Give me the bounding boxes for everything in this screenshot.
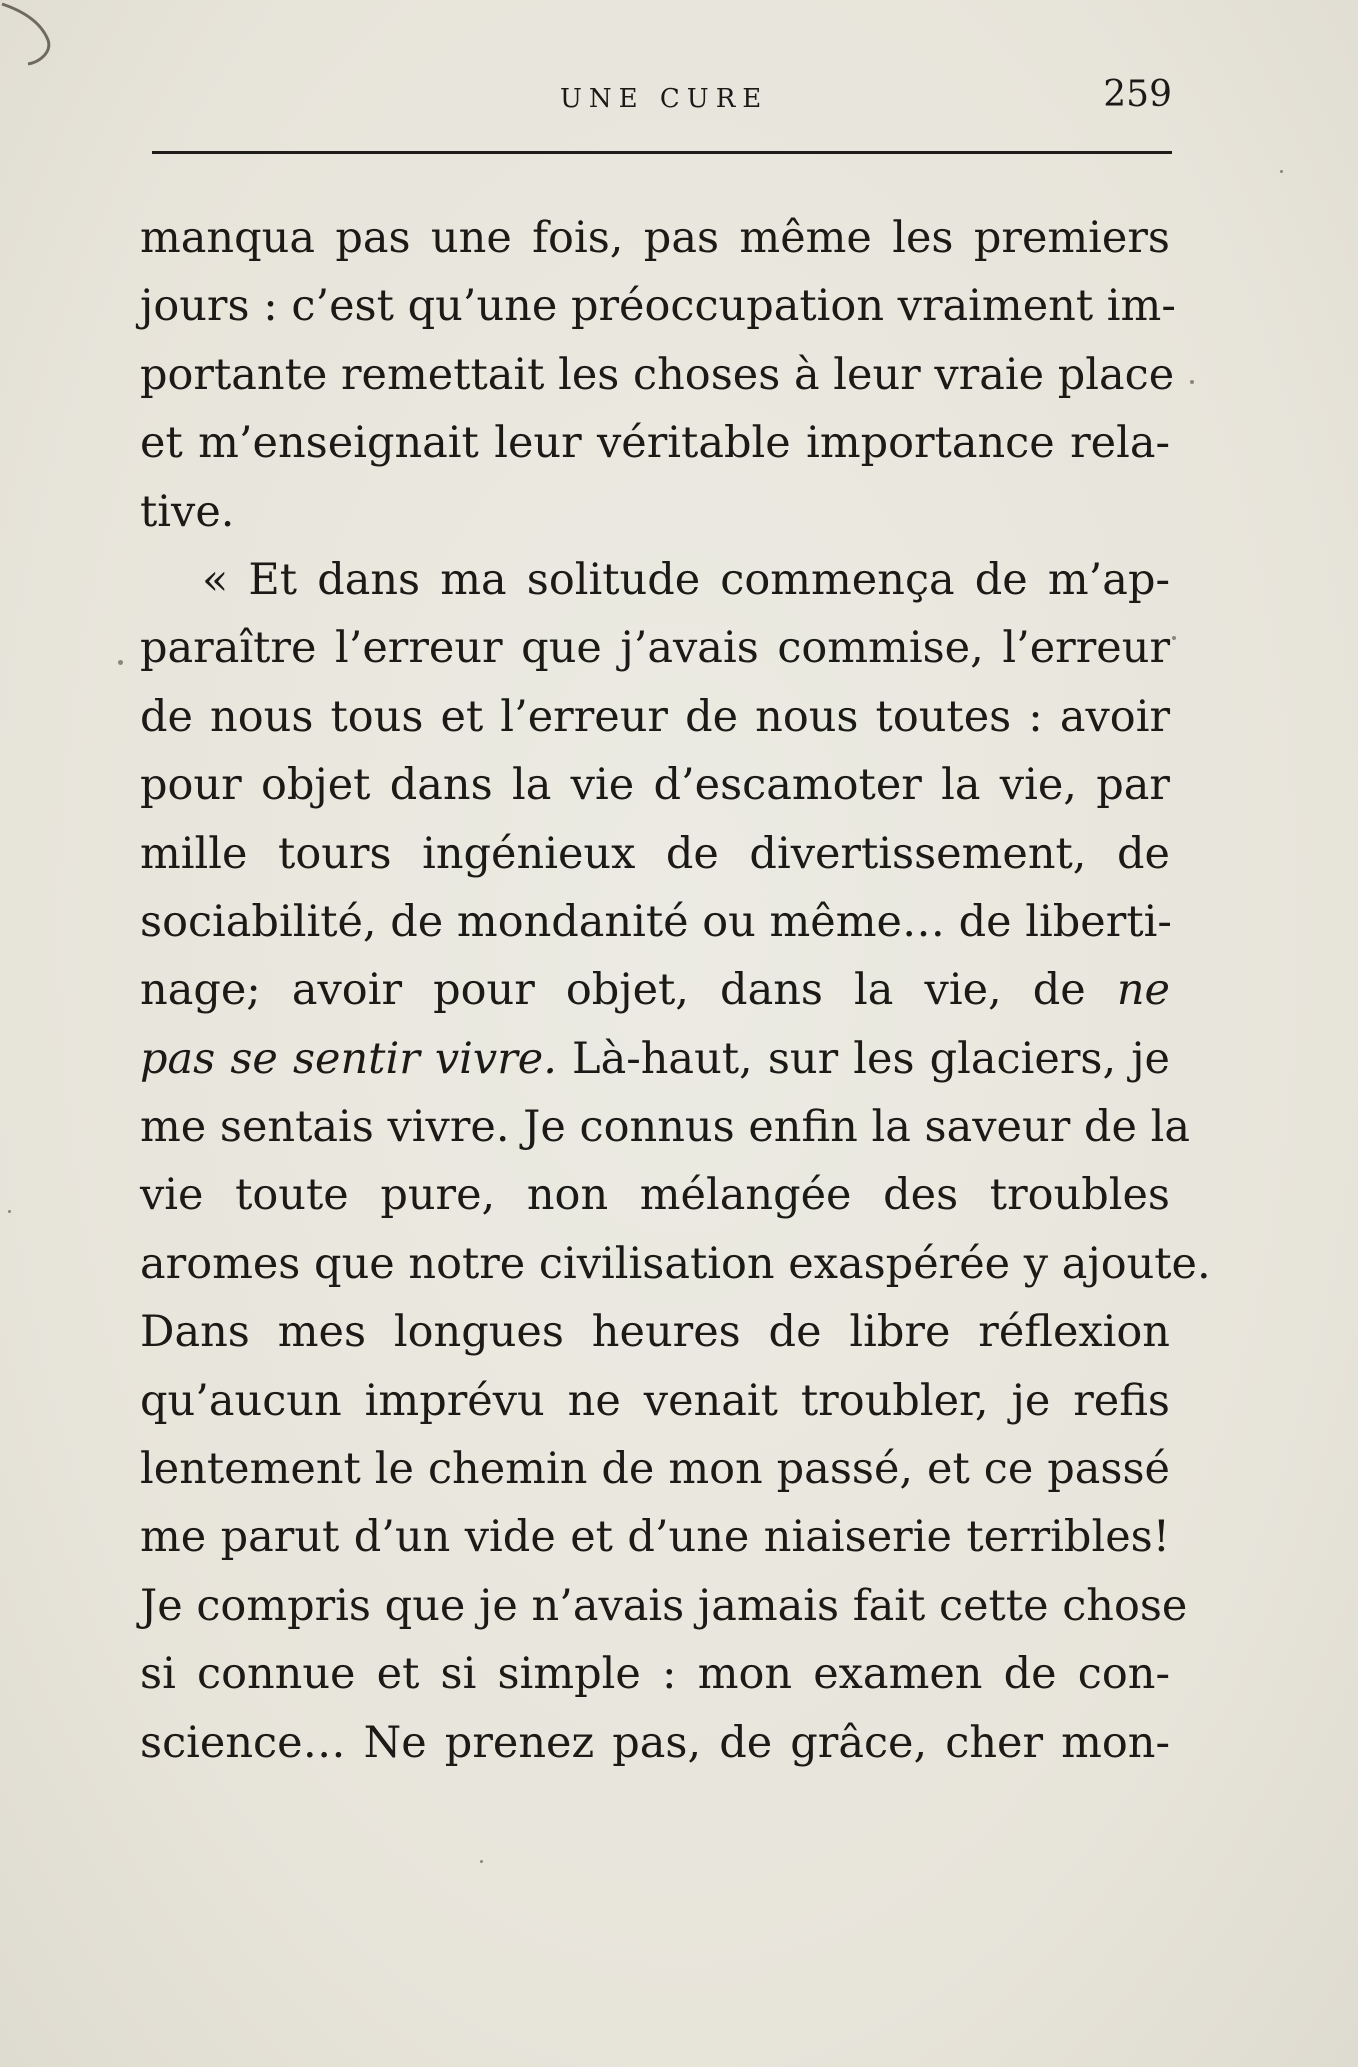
text-segment: nage; avoir pour objet, dans la vie, de [140, 965, 1086, 1016]
paper-speck [1172, 636, 1176, 640]
text-segment: Là-haut, sur les glaciers, je [572, 1033, 1171, 1084]
text-line: si connue et si simple : mon examen de con- [140, 1649, 1170, 1700]
page-number: 259 [1103, 74, 1172, 115]
text-line: vie toute pure, non mélangée des troubles [140, 1170, 1170, 1221]
text-line: aromes que notre civilisation exaspérée y ajoute. [140, 1238, 1211, 1289]
text-line: manqua pas une fois, pas même les premiers [140, 213, 1170, 263]
paper-speck [1280, 170, 1283, 173]
text-line: Dans mes longues heures de libre réflexion [140, 1307, 1170, 1358]
text-line: tive. [140, 486, 235, 537]
text-line: mille tours ingénieux de divertissement, de [140, 828, 1170, 879]
text-line: qu’aucun imprévu ne venait troubler, je refis [140, 1375, 1170, 1426]
text-line-mixed [140, 1025, 1170, 1093]
paper-speck [1190, 380, 1194, 384]
text-line: « Et dans ma solitude commença de m’ap- [202, 554, 1170, 605]
running-head: UNE CURE [560, 84, 769, 114]
text-line: lentement le chemin de mon passé, et ce passé [140, 1444, 1170, 1495]
page-header [150, 74, 1172, 128]
text-line: paraître l’erreur que j’avais commise, l’erreur [140, 623, 1170, 674]
text-line: jours : c’est qu’une préoccupation vraiment im- [140, 281, 1176, 332]
text-line: sociabilité, de mondanité ou même… de liberti- [140, 896, 1172, 947]
header-rule [152, 151, 1172, 154]
text-line: science… Ne prenez pas, de grâce, cher mon- [140, 1717, 1170, 1768]
text-line: me parut d’un vide et d’une niaiserie terribles! [140, 1512, 1170, 1563]
text-line: et m’enseignait leur véritable importance rela- [140, 418, 1170, 469]
corner-ink-mark [0, 0, 60, 80]
text-line: me sentais vivre. Je connus enfin la saveur de la [140, 1102, 1190, 1153]
text-line: portante remettait les choses à leur vraie place [140, 349, 1175, 400]
text-line: de nous tous et l’erreur de nous toutes : avoir [140, 691, 1170, 742]
body-text [140, 204, 1211, 1777]
text-line-mixed [140, 956, 1170, 1024]
paper-speck [8, 1210, 11, 1213]
italic-segment: pas se sentir vivre. [140, 1033, 557, 1084]
paper-speck [480, 1860, 483, 1863]
paper-speck [118, 660, 123, 665]
italic-segment: ne [1116, 965, 1170, 1016]
text-line: pour objet dans la vie d’escamoter la vie, par [140, 760, 1170, 811]
text-line: Je compris que je n’avais jamais fait cette chose [140, 1580, 1188, 1631]
